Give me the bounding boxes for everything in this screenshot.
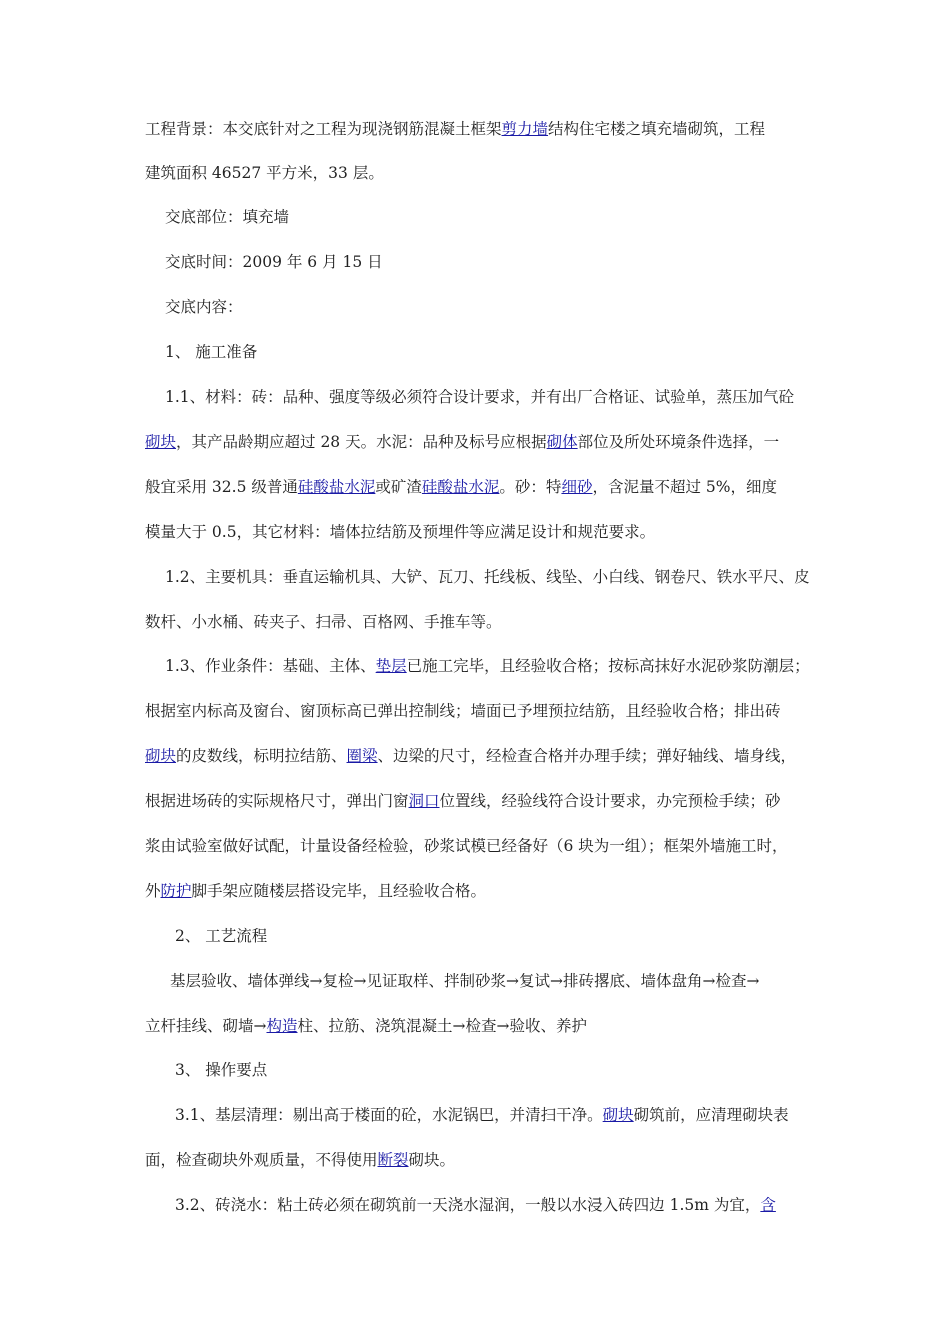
text-run: 部位及所处环境条件选择，一 [577,433,780,451]
keyword-link[interactable]: 砌块 [602,1106,634,1124]
text-line [175,1190,776,1220]
text-run: 脚手架应随楼层搭设完毕，且经验收合格。 [191,882,487,900]
text-line [175,921,267,951]
keyword-link[interactable]: 断裂 [377,1151,409,1169]
keyword-link[interactable]: 硅酸盐水泥 [297,478,376,496]
keyword-link[interactable]: 防护 [160,882,192,900]
text-run: 数杆、小水桶、砖夹子、扫帚、百格网、手推车等。 [145,613,502,631]
text-line [165,202,289,232]
text-run: 根据进场砖的实际规格尺寸，弹出门窗 [145,792,409,810]
text-run: 3.1、基层清理：剔出高于楼面的砼，水泥锅巴，并清扫干净。 [175,1106,603,1124]
text-run: ，其产品龄期应超过 28 天。水泥：品种及标号应根据 [176,433,547,451]
text-run: 已施工完毕，且经验收合格；按标高抹好水泥砂浆防潮层； [406,657,810,675]
text-line [165,562,810,592]
keyword-link[interactable]: 剪力墙 [501,120,549,138]
text-line [145,1145,455,1175]
text-run: 3.2、砖浇水：粘土砖必须在砌筑前一天浇水湿润，一般以水浸入砖四边 1.5m 为宜， [175,1196,761,1214]
text-run: 1.2、主要机具：垂直运输机具、大铲、瓦刀、托线板、线坠、小白线、钢卷尺、铁水平尺、皮 [165,568,810,586]
text-run: 1.3、作业条件：基础、主体、 [165,657,376,675]
text-line [170,966,759,996]
text-line [145,427,779,457]
keyword-link[interactable]: 细砂 [561,478,593,496]
text-line [165,337,257,367]
text-line [145,472,777,502]
keyword-link[interactable]: 洞口 [408,792,440,810]
text-line [145,876,486,906]
text-run: 般宜采用 32.5 级普通 [145,478,298,496]
text-line [145,1011,587,1041]
text-run: 工程背景：本交底针对之工程为现浇钢筋混凝土框架 [145,120,502,138]
text-line [165,382,794,412]
text-line [145,607,502,637]
text-run: 、边梁的尺寸，经检查合格并办理手续；弹好轴线、墙身线， [377,747,797,765]
text-run: 面，检查砌块外观质量，不得使用 [145,1151,378,1169]
text-line [145,517,655,547]
keyword-link[interactable]: 砌块 [145,433,177,451]
keyword-link[interactable]: 硅酸盐水泥 [421,478,500,496]
text-run: 2、 工艺流程 [175,927,268,945]
text-run: 浆由试验室做好试配，计量设备经检验，砂浆试模已经备好（6 块为一组）；框架外墙施工时， [145,837,788,855]
text-run: 建筑面积 46527 平方米，33 层。 [145,164,384,182]
text-run: 交底内容： [165,298,243,316]
text-line [165,651,810,681]
text-line [165,247,383,277]
text-line [145,114,765,144]
text-run: 结构住宅楼之填充墙砌筑，工程 [548,120,766,138]
keyword-link[interactable]: 含 [760,1196,776,1214]
text-run: 位置线，经验线符合设计要求，办完预检手续；砂 [439,792,781,810]
text-line [145,786,781,816]
text-run: 模量大于 0.5，其它材料：墙体拉结筋及预埋件等应满足设计和规范要求。 [145,523,656,541]
text-line [145,696,781,726]
text-run: 的皮数线，标明拉结筋、 [176,747,347,765]
text-run: 柱、拉筋、浇筑混凝土→检查→验收、养护 [297,1017,587,1035]
text-run: 3、 操作要点 [175,1061,268,1079]
text-line [145,158,384,188]
text-line [145,741,796,771]
text-run: 。砂：特 [499,478,562,496]
text-run: 砌筑前，应清理砌块表 [633,1106,789,1124]
keyword-link[interactable]: 砌块 [145,747,177,765]
text-run: 交底部位：填充墙 [165,208,290,226]
keyword-link[interactable]: 砌体 [546,433,578,451]
text-run: 根据室内标高及窗台、窗顶标高已弹出控制线；墙面已予埋预拉结筋，且经验收合格；排出砖 [145,702,781,720]
keyword-link[interactable]: 垫层 [375,657,407,675]
text-run: 交底时间：2009 年 6 月 15 日 [165,253,383,271]
text-run: 1、 施工准备 [165,343,258,361]
text-run: ，含泥量不超过 5%，细度 [592,478,777,496]
keyword-link[interactable]: 构造 [266,1017,298,1035]
text-run: 立杆挂线、砌墙→ [145,1017,267,1035]
text-run: 1.1、材料：砖：品种、强度等级必须符合设计要求，并有出厂合格证、试验单，蒸压加气砼 [165,388,795,406]
text-run: 外 [145,882,161,900]
text-run: 基层验收、墙体弹线→复检→见证取样、拌制砂浆→复试→排砖撂底、墙体盘角→检查→ [170,972,760,990]
text-line [165,292,243,322]
text-run: 或矿渣 [375,478,422,496]
keyword-link[interactable]: 圈梁 [346,747,378,765]
text-line [145,831,788,861]
text-line [175,1100,789,1130]
text-run: 砌块。 [408,1151,456,1169]
text-line [175,1055,267,1085]
